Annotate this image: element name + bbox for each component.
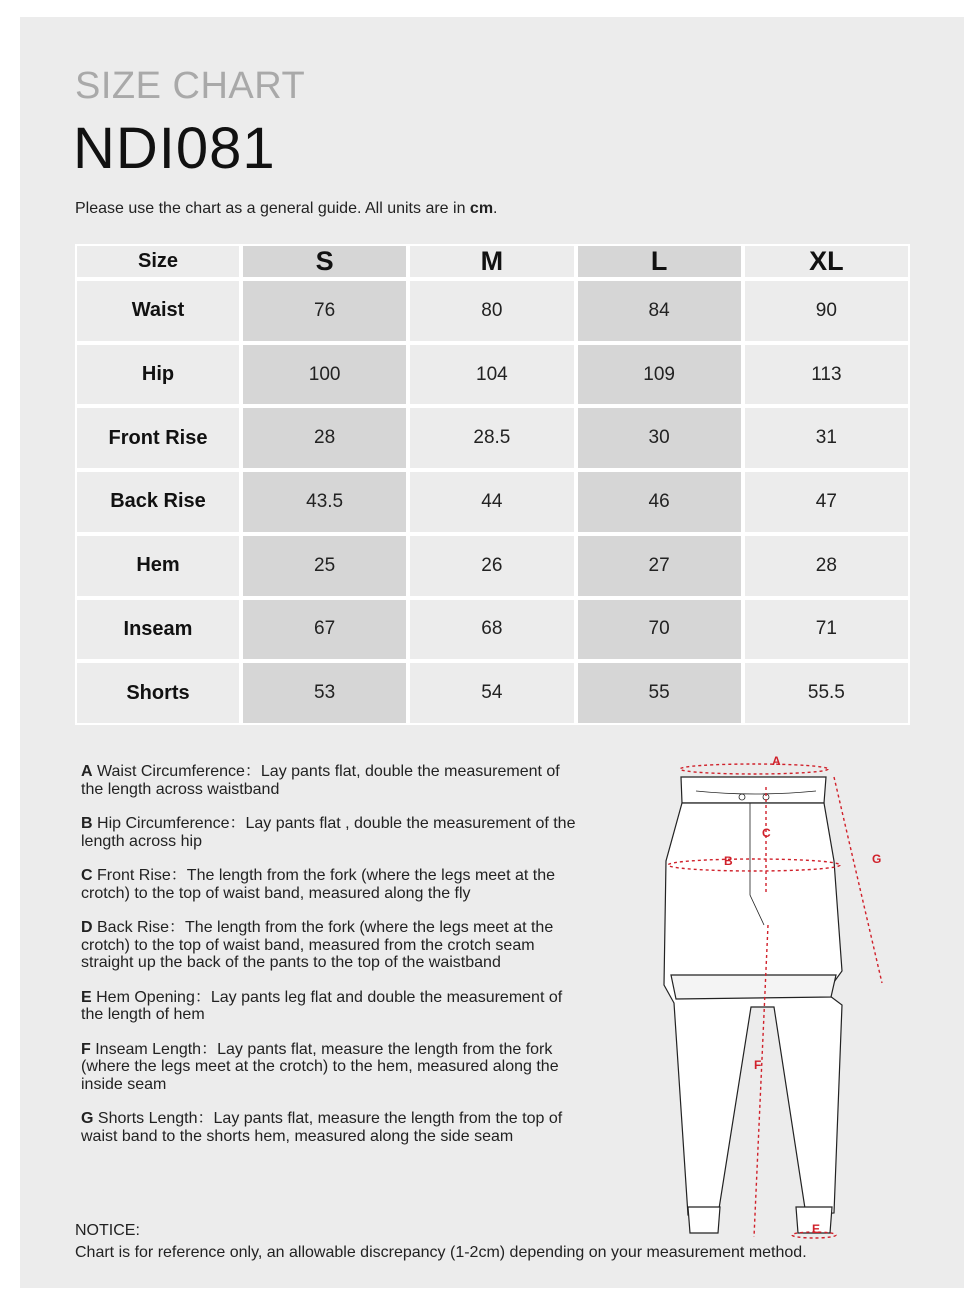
row-label-shorts: Shorts	[75, 661, 241, 725]
table-cell: 90	[743, 279, 910, 343]
table-row	[75, 279, 910, 343]
table-cell: 55	[576, 661, 743, 725]
table-cell: 80	[408, 279, 575, 343]
note-inseam	[81, 1041, 581, 1094]
note-hip	[81, 815, 581, 850]
table-row	[75, 661, 910, 725]
note-key: D	[81, 919, 93, 936]
note-text: Hem Opening：Lay pants leg flat and double the measurement of the length of hem	[81, 988, 563, 1023]
table-cell: 53	[241, 661, 408, 725]
row-label-hem: Hem	[75, 534, 241, 598]
note-text: Shorts Length：Lay pants flat, measure the length from the top of waist band to the shorts hem, measured along the side seam	[81, 1110, 563, 1145]
note-shorts	[81, 1110, 581, 1145]
table-cell: 44	[408, 470, 575, 534]
table-cell: 28	[743, 534, 910, 598]
guide-text	[75, 200, 498, 218]
table-cell: 47	[743, 470, 910, 534]
table-cell: 104	[408, 343, 575, 407]
guide-text-main: Please use the chart as a general guide. All units are in	[75, 200, 470, 217]
row-label-back-rise: Back Rise	[75, 470, 241, 534]
label-b: B	[724, 854, 733, 868]
size-chart-kicker: SIZE CHART	[75, 65, 306, 107]
size-header-label: Size	[75, 244, 241, 279]
note-key: E	[81, 988, 92, 1006]
measure-line-a	[680, 764, 828, 774]
note-text: Back Rise：The length from the fork (where the legs meet at the crotch) to the top of waist band, measured from the crotch seam straight up the back of the pants to the top of the waistband	[81, 919, 554, 971]
guide-unit: cm	[469, 200, 494, 217]
shorts-hem-shape	[671, 975, 836, 999]
table-cell: 26	[408, 534, 575, 598]
pants-outline	[664, 777, 842, 1233]
table-cell: 28	[241, 406, 408, 470]
note-hem	[81, 989, 581, 1024]
pants-illustration	[656, 735, 896, 1245]
size-header-row	[75, 244, 910, 279]
label-e: E	[812, 1222, 821, 1236]
waistband-shape	[681, 777, 826, 803]
note-key: G	[81, 1110, 94, 1127]
table-row	[75, 406, 910, 470]
table-row	[75, 534, 910, 598]
table-cell: 76	[241, 279, 408, 343]
table-cell: 54	[408, 661, 575, 725]
notice-block	[75, 1220, 807, 1264]
table-row	[75, 470, 910, 534]
row-label-front-rise: Front Rise	[75, 406, 241, 470]
table-cell: 55.5	[743, 661, 910, 725]
table-cell: 30	[576, 406, 743, 470]
table-cell: 113	[743, 343, 910, 407]
table-cell: 46	[576, 470, 743, 534]
table-cell: 71	[743, 598, 910, 662]
table-cell: 25	[241, 534, 408, 598]
notice-title: NOTICE:	[75, 1222, 140, 1239]
table-cell: 68	[408, 598, 575, 662]
size-chart-sheet	[20, 17, 964, 1288]
label-f: F	[754, 1058, 762, 1072]
note-text: Inseam Length：Lay pants flat, measure the length from the fork (where the legs meet at the crotch) to the hem, measured along the inside seam	[81, 1040, 559, 1093]
table-cell: 31	[743, 406, 910, 470]
size-header-m: M	[408, 244, 575, 279]
label-g: G	[872, 852, 882, 866]
table-cell: 43.5	[241, 470, 408, 534]
note-text: Waist Circumference：Lay pants flat, double the measurement of the length across waistband	[81, 763, 560, 798]
product-code: NDI081	[73, 116, 276, 181]
note-back-rise	[81, 919, 581, 972]
table-row	[75, 343, 910, 407]
note-key: C	[81, 867, 93, 884]
label-a: A	[772, 754, 781, 768]
pants-body-shape	[664, 803, 842, 1215]
table-cell: 100	[241, 343, 408, 407]
table-cell: 109	[576, 343, 743, 407]
row-label-hip: Hip	[75, 343, 241, 407]
size-header-xl: XL	[743, 244, 910, 279]
size-header-l: L	[576, 244, 743, 279]
table-row	[75, 598, 910, 662]
table-cell: 70	[576, 598, 743, 662]
notice-text: Chart is for reference only, an allowable discrepancy (1-2cm) depending on your measurement method.	[75, 1244, 807, 1261]
note-front-rise	[81, 867, 581, 902]
table-cell: 28.5	[408, 406, 575, 470]
note-text: Front Rise：The length from the fork (where the legs meet at the crotch) to the top of waist band, measured along the fly	[81, 867, 555, 902]
note-waist	[81, 763, 581, 798]
row-label-inseam: Inseam	[75, 598, 241, 662]
note-key: B	[81, 815, 93, 832]
note-key: F	[81, 1040, 91, 1058]
table-cell: 84	[576, 279, 743, 343]
note-key: A	[81, 763, 93, 780]
table-cell: 67	[241, 598, 408, 662]
size-header-s: S	[241, 244, 408, 279]
guide-text-end: .	[493, 200, 498, 217]
measurement-notes	[81, 763, 581, 1162]
label-c: C	[762, 826, 771, 840]
table-cell: 27	[576, 534, 743, 598]
size-table	[75, 244, 910, 725]
row-label-waist: Waist	[75, 279, 241, 343]
note-text: Hip Circumference：Lay pants flat , double the measurement of the length across hip	[81, 815, 576, 850]
